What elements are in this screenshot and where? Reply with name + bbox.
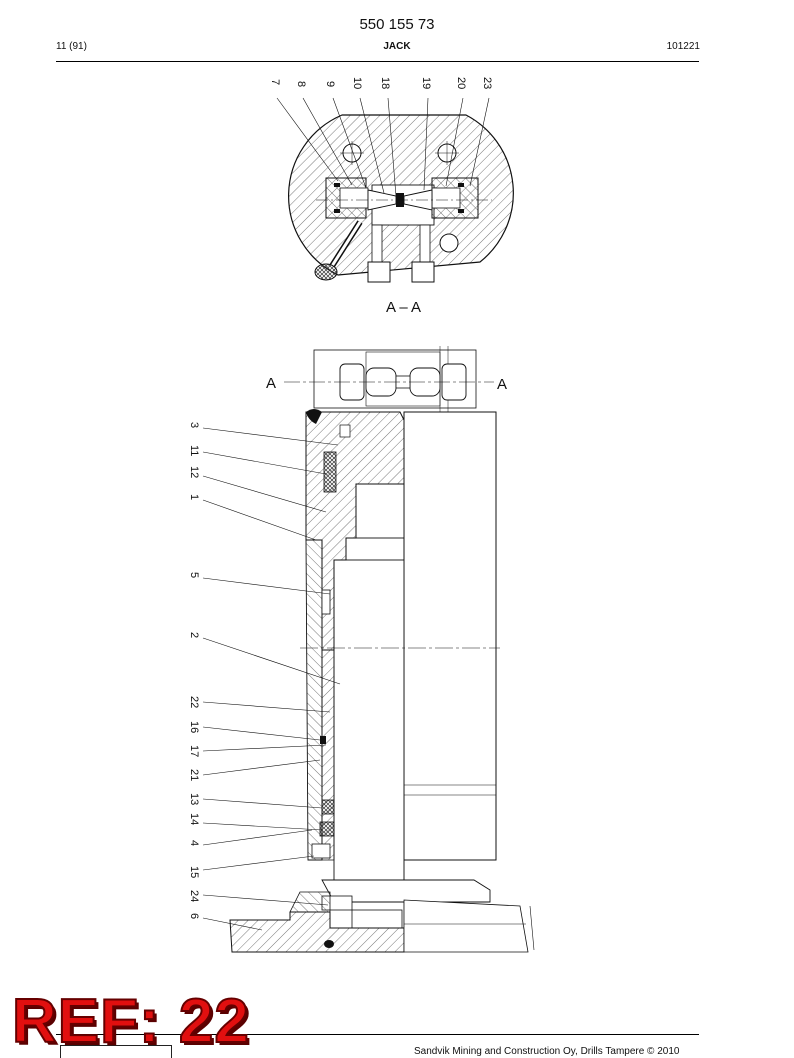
- document-title: JACK: [383, 41, 411, 52]
- callout-22: 22: [188, 696, 200, 709]
- page-number: 550 155 73: [359, 16, 435, 33]
- callout-9: 9: [324, 81, 336, 88]
- callout-5: 5: [188, 572, 200, 579]
- callout-20: 20: [455, 77, 467, 90]
- callout-17: 17: [188, 745, 200, 758]
- callout-10: 10: [351, 77, 363, 90]
- callout-6: 6: [188, 913, 200, 920]
- page-index: 11 (91): [56, 41, 87, 52]
- callout-19: 19: [420, 77, 432, 90]
- callout-18: 18: [379, 77, 391, 90]
- section-marker-left: A: [266, 375, 277, 392]
- callout-8: 8: [295, 81, 307, 88]
- callout-15: 15: [188, 866, 200, 879]
- section-marker-right: A: [497, 376, 508, 393]
- section-view-label: A – A: [386, 299, 422, 316]
- callout-2: 2: [188, 632, 200, 639]
- document-code: 101221: [666, 41, 700, 52]
- ref-stamp: REF: 22: [12, 987, 250, 1056]
- callout-1: 1: [188, 494, 200, 501]
- callout-3: 3: [188, 422, 200, 429]
- footer-copyright: Sandvik Mining and Construction Oy, Drills Tampere © 2010: [414, 1046, 680, 1057]
- callout-16: 16: [188, 721, 200, 734]
- callout-4: 4: [188, 840, 200, 847]
- callout-23: 23: [481, 77, 493, 90]
- callout-13: 13: [188, 793, 200, 806]
- callout-7: 7: [269, 79, 281, 86]
- callout-12: 12: [188, 466, 200, 479]
- callout-14: 14: [188, 813, 200, 826]
- callout-24: 24: [188, 890, 200, 903]
- callout-21: 21: [188, 769, 200, 782]
- callout-11: 11: [188, 445, 200, 457]
